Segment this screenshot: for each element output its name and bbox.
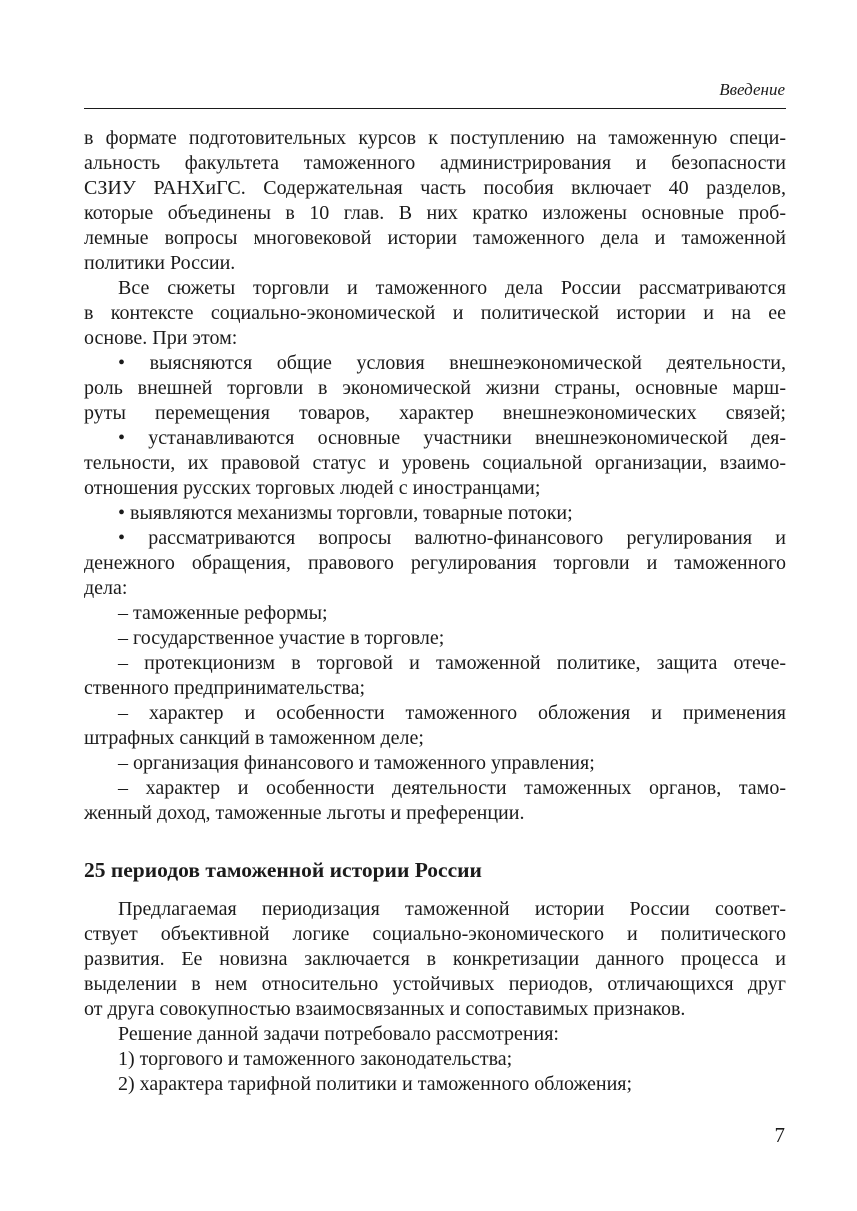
text-line: в контексте социально-экономической и политической истории и на ее	[84, 302, 786, 324]
text-line: политики России.	[84, 252, 236, 274]
text-line: развития. Ее новизна заключается в конкретизации данного процесса и	[84, 948, 786, 970]
dash-item: – характер и особенности таможенного обложения и применения	[118, 702, 786, 724]
bullet-item: • рассматриваются вопросы валютно-финансового регулирования и	[118, 527, 786, 549]
text-line: ствует объективной логике социально-экономического и политического	[84, 923, 786, 945]
bullet-item: • устанавливаются основные участники внешнеэкономической дея-	[118, 427, 786, 449]
text-line: от друга совокупностью взаимосвязанных и сопоставимых признаков.	[84, 998, 686, 1020]
text-line: альность факультета таможенного администрирования и безопасности	[84, 152, 786, 174]
text-line: которые объединены в 10 глав. В них кратко изложены основные проб-	[84, 202, 786, 224]
dash-item: – протекционизм в торговой и таможенной политике, защита отече-	[118, 652, 786, 674]
text-line: основе. При этом:	[84, 327, 238, 349]
section-text	[84, 897, 786, 1097]
text-line: в формате подготовительных курсов к поступлению на таможенную специ-	[84, 127, 786, 149]
numbered-item: 2) характера тарифной политики и таможенного обложения;	[118, 1073, 633, 1095]
dash-item: – характер и особенности деятельности таможенных органов, тамо-	[118, 777, 786, 799]
bullet-item: • выясняются общие условия внешнеэкономической деятельности,	[118, 352, 786, 374]
text-line: Все сюжеты торговли и таможенного дела России рассматриваются	[118, 277, 786, 299]
text-line: Решение данной задачи потребовало рассмотрения:	[118, 1023, 559, 1045]
numbered-item: 1) торгового и таможенного законодательства;	[118, 1048, 513, 1070]
intro-text	[84, 126, 786, 826]
header-rule	[84, 108, 786, 109]
dash-item: – государственное участие в торговле;	[118, 627, 445, 649]
text-line: штрафных санкций в таможенном деле;	[84, 727, 424, 749]
text-line: СЗИУ РАНХиГС. Содержательная часть пособия включает 40 разделов,	[84, 177, 786, 199]
text-line: руты перемещения товаров, характер внешнеэкономических связей;	[84, 402, 786, 424]
text-line: Предлагаемая периодизация таможенной истории России соответ-	[118, 898, 786, 920]
bullet-item: • выявляются механизмы торговли, товарные потоки;	[118, 502, 573, 524]
dash-item: – таможенные реформы;	[118, 602, 328, 624]
text-line: денежного обращения, правового регулирования торговли и таможенного	[84, 552, 786, 574]
text-line: ственного предпринимательства;	[84, 677, 366, 699]
running-head: Введение	[719, 80, 785, 99]
dash-item: – организация финансового и таможенного управления;	[118, 752, 595, 774]
text-line: отношения русских торговых людей с иностранцами;	[84, 477, 541, 499]
text-line: дела:	[84, 577, 128, 599]
text-line: выделении в нем относительно устойчивых периодов, отличающихся друг	[84, 973, 786, 995]
text-line: лемные вопросы многовековой истории таможенного дела и таможенной	[84, 227, 786, 249]
text-line: тельности, их правовой статус и уровень социальной организации, взаимо-	[84, 452, 786, 474]
text-line: женный доход, таможенные льготы и преференции.	[84, 802, 525, 824]
page-number: 7	[774, 1123, 785, 1147]
text-line: роль внешней торговли в экономической жизни страны, основные марш-	[84, 377, 786, 399]
section-heading: 25 периодов таможенной истории России	[84, 858, 482, 882]
